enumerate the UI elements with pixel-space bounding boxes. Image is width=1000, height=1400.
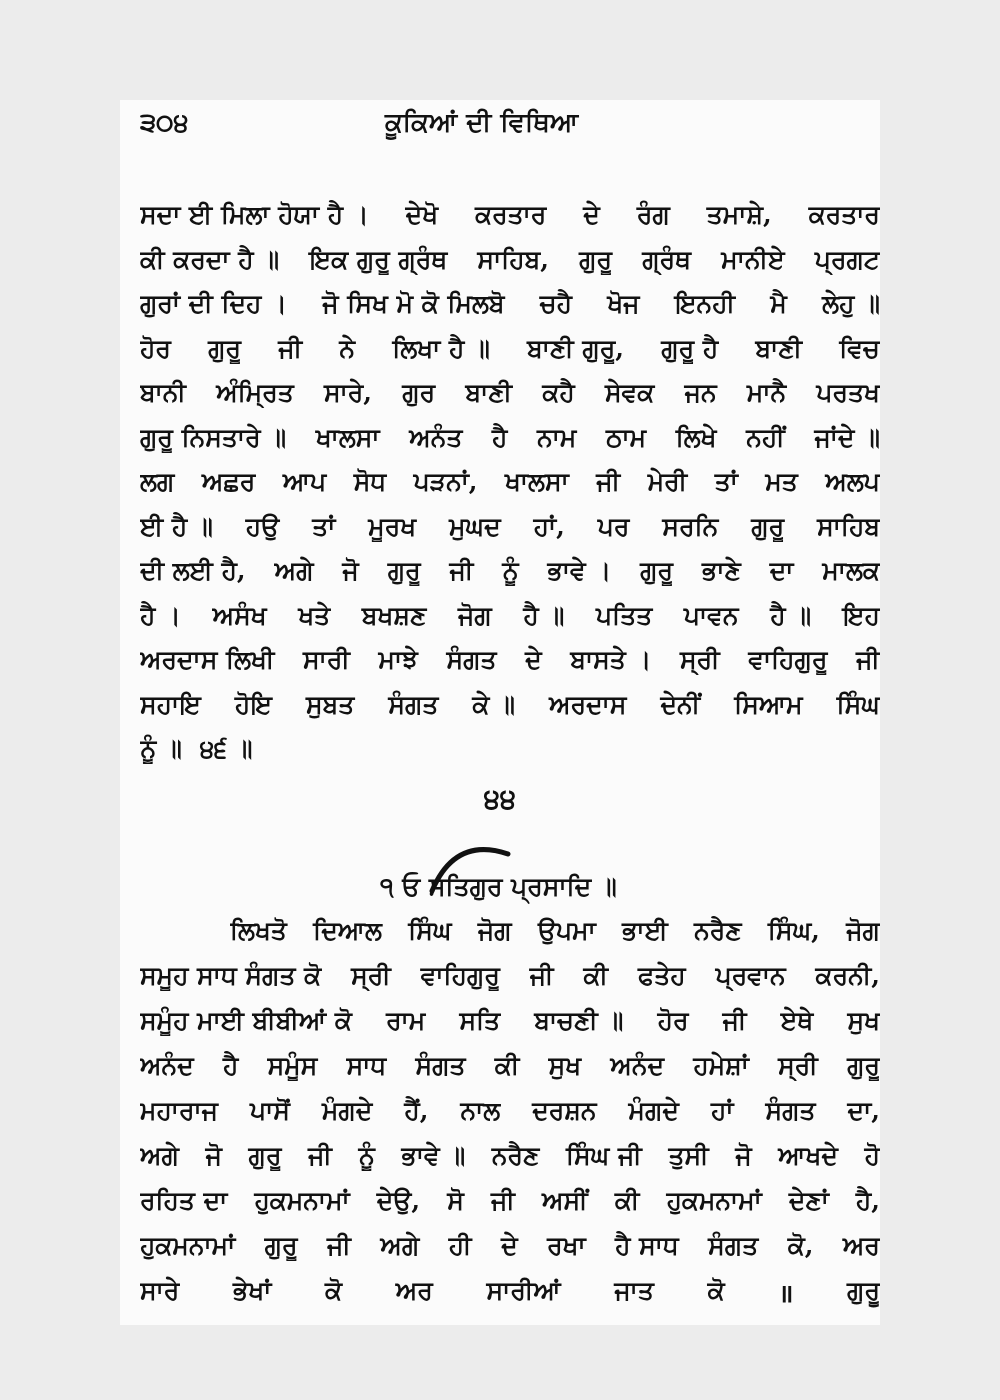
word: ਕੋ, [787,1231,814,1260]
word: ਸਮੂੰਹ ਮਾਈ ਬੀਬੀਆਂ ਕੋ [140,1006,352,1035]
word: ਮਹਾਰਾਜ [140,1096,218,1125]
word: ਦੇਨੀਂ [660,689,701,719]
word: ਰਹਿਤ ਦਾ [140,1186,228,1215]
word: ਹੋਰ [657,1006,689,1035]
word: ਮੰਗਦੇ [321,1096,373,1125]
word: ਹੁਕਮਨਾਮਾਂ [140,1231,236,1260]
word: ਦੇਣਾਂ [788,1186,829,1215]
word: ਲਿਖਾ ਹੈ ॥ [392,333,490,363]
word: ਭਾਈ [622,916,668,945]
word: ਜੀ [449,556,474,585]
text-line [140,289,880,319]
word: ਹੈਂ, [404,1096,429,1125]
word: ਹੋ [864,1141,880,1170]
word: ਸੋ [447,1186,464,1215]
word: ਨੂੰ [358,1141,375,1170]
word: ਹਾਂ [710,1096,734,1125]
word: ਸੋਧ [353,467,387,496]
word: ਮੁਘਦ [449,511,501,541]
word: ਕੇ ॥ [472,689,516,719]
word: ਨੇ [339,333,356,363]
word: ਬਾਚਣੀ ॥ [534,1006,624,1035]
word: ਜੀ [491,1186,515,1215]
word: ਆਖਦੇ [778,1141,838,1170]
word: ਮੈ [770,289,787,318]
word: ਸੁਖ [847,1006,880,1035]
text-line [140,1141,880,1171]
word: ਭਾਵੇ ॥ [401,1141,466,1170]
word: ਮੇਰੀ [647,467,688,496]
word: ਗੁਰ [402,378,436,407]
word: ਅਨੰਦ [610,1051,665,1080]
word: ਸਾਰੇ [140,1276,180,1305]
word: ਹੈ [492,422,508,452]
word: ਅਰਦਾਸ ਲਿਖੀ [140,645,275,674]
word: ਅਗੇ [140,1141,179,1170]
word: ਦਿਆਲ [313,916,382,945]
word: ਵਿਚ [839,333,880,363]
word: ਅੰਮ੍ਰਿਤ [216,378,294,407]
word: ਅਗੇ [274,556,314,585]
word: ਠਾਮ [606,422,647,452]
word: ਅਰ [842,1231,880,1260]
word: ਇਕ ਗੁਰੂ ਗ੍ਰੰਥ [309,244,448,274]
word: ਚਹੈ [539,289,572,318]
word: ਸਹਾਇ [140,689,201,719]
word: ਦੇ [525,645,542,674]
word: ਗੁਰੂ [248,1141,282,1170]
word: ੪੬ ॥ [199,734,253,763]
word: ਜੋਗ [457,600,492,630]
word: ਜੀ [327,1231,351,1260]
word: ਜੀ [278,333,303,363]
word: ਨਹੀਂ [746,422,785,452]
word: ਤਮਾਸ਼ੇ, [706,200,772,229]
word: ਹੈ ॥ [770,600,812,630]
word: ਸਰਨਿ [662,511,719,541]
word: ਜੀ [308,1141,332,1170]
word: ਕੀ [583,961,609,990]
text-line [230,916,880,946]
word: ਗੁਰੂ ਨਿਸਤਾਰੇ ॥ [140,422,287,452]
text-line [140,961,880,991]
word: ॥ [778,1279,794,1308]
word: ਖਾਲਸਾ [315,422,380,452]
word: ਅਰ [395,1276,433,1305]
word: ਪੜਨਾਂ, [413,467,478,496]
word: ਵਾਹਿਗੁਰੂ [748,645,828,674]
word: ਸੰਗਤ [765,1096,816,1125]
word: ਜੋ [342,556,359,585]
word: ਈ ਹੈ ॥ [140,511,213,541]
word: ਭਾਣੇ [702,556,741,585]
word: ਦੇ [583,200,600,229]
word: ਸੰਗਤ [388,689,439,719]
word: ਹਾਂ, [533,511,565,541]
word: ਸੁਬਤ [306,689,355,719]
word: ਬਖਸ਼ਣ [361,600,427,630]
text-line [140,1051,880,1081]
word: ਅਛਰ [201,467,256,496]
word: ਹਮੇਸ਼ਾਂ [693,1051,749,1080]
word: ਬਾਸਤੇ । [570,645,652,674]
word: ਮਾਨੈ [746,378,787,407]
word: ਕਹੈ [542,378,575,407]
word: ਹੁਕਮਨਾਮਾਂ [254,1186,350,1215]
text-line [140,1096,880,1126]
word: ਦੇ [501,1231,518,1260]
word: ਪਤਿਤ [596,600,653,630]
word: ਹੋਇ [234,689,272,719]
word: ਅਸੰਖ [212,600,267,630]
word: ਸੇਵਕ [605,378,655,407]
word: ਜੀ [529,961,554,990]
word: ਨਾਲ [460,1096,501,1125]
word: ਜੋਗ [477,916,512,945]
word: ਲਿਖਤੋ [230,916,287,945]
word: ਦਾ, [847,1096,880,1125]
word: ਖੋਜ [607,289,640,318]
invocation: ੧ ਓ ਸਤਿਗੁਰ ਪ੍ਰਸਾਦਿ ॥ [380,872,617,901]
page-header [140,108,880,158]
word: ਹੈ, [855,1186,880,1215]
text-line [140,378,880,408]
word: ਹੁਕਮਨਾਮਾਂ [666,1186,762,1215]
word: ਸਿੰਘ, [767,916,820,945]
text-line [140,690,880,720]
word: ਅਗੇ [380,1231,420,1260]
word: ਸਾਰੀ [303,645,350,674]
word: ਅਰਦਾਸ [549,689,627,719]
page-number: ੩੦੪ [140,108,189,138]
word: ਬਾਣੀ ਗੁਰੂ, [527,333,625,363]
word: ਲਿਖੇ [675,422,717,452]
word: ਜੋ ਸਿਖ ਮੋ ਕੋ ਮਿਲਬੋ [322,289,505,318]
text-line [140,645,880,675]
word: ਸੁਖ [548,1051,582,1080]
word: ਸਿੰਘ [408,916,452,945]
word: ਹੈ [222,1051,239,1080]
word: ਅਨੰਦ [140,1051,194,1080]
word: ਹਉ [245,511,280,541]
word: ਕੋ [707,1276,725,1305]
word: ਸ੍ਰੀ [679,645,720,674]
word: ਜੀ [596,467,621,496]
word: ਦੇਖੋ [405,200,439,229]
word: ਜੋ [735,1141,752,1170]
word: ਲਗ [140,467,175,496]
word: ਮਾਲਕ [822,556,880,585]
word: ਜੋ [205,1141,222,1170]
word: ਗੁਰੂ [640,556,674,585]
word: ਮੂਰਖ [368,511,417,541]
word: ਸਿੰਘ ਜੀ [565,1141,642,1170]
word: ਸੰਗਤ [415,1051,466,1080]
word: ਸਤਿ [459,1006,501,1035]
word: ਪ੍ਰਗਟ [814,244,880,274]
word: ਜਨ [684,378,717,407]
word: ਸਮੂਹ ਸਾਧ ਸੰਗਤ ਕੋ [140,961,322,990]
text-line [140,1231,880,1261]
word: ਹੈ । [140,600,181,630]
word: ਗੁਰਾਂ ਦੀ ਦਿਹ । [140,289,287,318]
word: ਤੁਸੀ [668,1141,709,1170]
word: ਕੋ [325,1276,343,1305]
word: ਮੰਗਦੇ [628,1096,679,1125]
word: ਖਾਲਸਾ [505,467,569,496]
word: ਸਾਧ [346,1051,387,1080]
word: ਏਥੇ [780,1006,814,1035]
word: ਮਾਨੀਏ [721,244,785,274]
word: ਨਰੈਣ [491,1141,540,1170]
text-line [140,512,880,542]
word: ਮਾਝੇ [378,645,418,674]
text-line [140,423,880,453]
word: ਮਤ [765,467,798,496]
word: ਸੰਗਤ [708,1231,759,1260]
word: ਇਹ [842,600,880,630]
word: ਗੁਰੂ [579,244,613,274]
word: ਸ੍ਰੀ [778,1051,818,1080]
word: ਕੀ ਕਰਦਾ ਹੈ ॥ [140,244,280,274]
text-line [140,245,880,275]
word: ਗੁਰੂ [751,511,785,541]
word: ਸਾਰੀਆਂ [486,1276,561,1305]
word: ਸਾਹਿਬ [817,511,880,541]
word: ਗੁਰੂ ਹੈ [661,333,719,363]
word: ਜਾਂਦੇ ॥ [814,422,880,452]
word: ਅਸੀਂ [542,1186,588,1215]
word: ਜੋਗ [846,916,880,945]
text-line [140,1276,880,1310]
word: ਹੀ [448,1231,472,1260]
text-line [140,467,880,497]
word: ਰੰਗ [636,200,670,229]
word: ਰਾਮ [386,1006,426,1035]
word: ਉਪਮਾ [537,916,596,945]
word: ਦੇਉ, [376,1186,421,1215]
word: ਪਰ [597,511,630,541]
word: ਦਰਸ਼ਨ [532,1096,597,1125]
word: ਕੀ [494,1051,520,1080]
word: ਪਰਤਖ [816,378,880,407]
word: ਗੁਰੂ [847,1276,880,1305]
word: ਅਨੰਤ [409,422,463,452]
text-line [140,601,880,631]
word: ਕੀ [614,1186,640,1215]
word: ਗੁਰੂ [847,1051,880,1080]
text-line [140,334,880,364]
word: ਨੂੰ [502,556,519,585]
word: ਸਿਆਮ [734,689,803,719]
word: ਕਰਤਾਰ [475,200,547,229]
word: ਰਖਾ [547,1231,586,1260]
word: ਨਰੈਣ [694,916,742,945]
text-line [140,734,880,764]
word: ਬਾਣੀ [755,333,803,363]
word: ਭਾਵੇ । [547,556,612,585]
word: ਤਾਂ [714,467,738,496]
text-line [140,1006,880,1036]
word: ਬਾਣੀ [465,378,513,407]
word: ਵਾਹਿਗੁਰੂ [420,961,500,990]
word: ਨਾਮ [537,422,577,452]
section-number: ੪੪ [483,782,517,815]
word: ਸ੍ਰੀ [351,961,391,990]
word: ਇਨਹੀ [674,289,736,318]
text-line [140,556,880,586]
word: ਸਮੂੰਸ [267,1051,318,1080]
word: ਹੈ ॥ [523,600,565,630]
word: ਪਾਸੋਂ [249,1096,290,1125]
word: ਤਾਂ [312,511,336,541]
word: ਪਾਵਨ [683,600,739,630]
word: ਹੈ ਸਾਧ [615,1231,679,1260]
word: ਗੁਰੂ [208,333,242,363]
word: ਜੀ [856,645,880,674]
word: ਖਤੇ [298,600,331,630]
word: ਕਰਨੀ, [815,961,880,990]
word: ਦਾ [769,556,794,585]
word: ਨੂੰ ॥ [140,734,182,763]
word: ਲੇਹੁ ॥ [822,289,880,318]
word: ਸਾਹਿਬ, [477,244,549,274]
running-title: ਕੂਕਿਆਂ ਦੀ ਵਿਥਿਆ [385,108,579,138]
word: ਜੀ [722,1006,747,1035]
word: ਹੋਰ [140,333,171,363]
word: ਕਰਤਾਰ [808,200,880,229]
word: ਆਪ [282,467,327,496]
word: ਜਾਤ [614,1276,654,1305]
word: ਫਤੇਹ [637,961,686,990]
word: ਭੇਖਾਂ [233,1276,272,1305]
word: ਗੁਰੂ [387,556,421,585]
word: ਗੁਰੂ [264,1231,298,1260]
text-line [140,1186,880,1216]
word: ਸਾਰੇ, [323,378,372,407]
word: ਗ੍ਰੰਥ [642,244,692,274]
word: ਪ੍ਰਵਾਨ [715,961,786,990]
word: ਦੀ ਲਈ ਹੈ, [140,556,246,585]
word: ਅਲਪ [825,467,880,496]
word: ਸਿੰਘ [836,689,880,719]
word: ਸੰਗਤ [446,645,497,674]
word: ਸਦਾ ਈ ਮਿਲਾ ਹੋਯਾ ਹੈ । [140,200,369,229]
text-line [140,200,880,230]
word: ਬਾਨੀ [140,378,186,407]
